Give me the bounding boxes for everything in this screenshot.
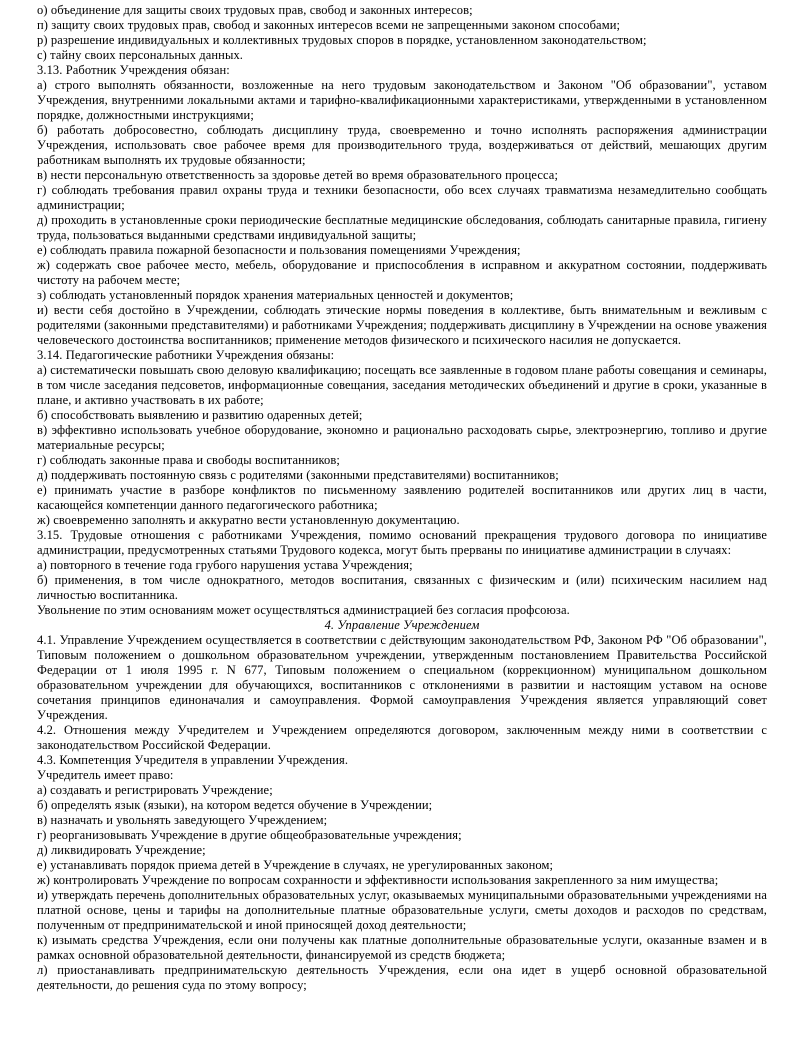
document-paragraph: 4.3. Компетенция Учредителя в управлении Учреждения. — [37, 753, 349, 767]
document-paragraph: г) реорганизовывать Учреждение в другие общеобразовательные учреждения; — [37, 828, 462, 842]
document-paragraph: б) определять язык (языки), на котором ведется обучение в Учреждении; — [37, 798, 433, 812]
document-paragraph: е) соблюдать правила пожарной безопасности и пользования помещениями Учреждения; — [37, 243, 521, 257]
document-paragraph: г) соблюдать требования правил охраны труда и техники безопасности, обо всех случаях травматизма незамедлительно сообщать администрации; — [37, 183, 767, 212]
document-paragraph: в) назначать и увольнять заведующего Учреждением; — [37, 813, 328, 827]
document-paragraph: а) повторного в течение года грубого нарушения устава Учреждения; — [37, 558, 413, 572]
document-paragraph: а) создавать и регистрировать Учреждение; — [37, 783, 273, 797]
document-paragraph: и) утверждать перечень дополнительных образовательных услуг, оказываемых муниципальными образовательными учреждениями на платной основе, цены и тарифы на дополнительные платные образовательные услуги, сметы доходов и расходов по средствам, полученным от предпринимательской и иной приносящей доход деятельности; — [37, 888, 767, 932]
document-paragraph: б) применения, в том числе однократного, методов воспитания, связанных с физическим и (или) психическим насилием над личностью воспитанника. — [37, 573, 767, 602]
document-paragraph: д) поддерживать постоянную связь с родителями (законными представителями) воспитанников; — [37, 468, 559, 482]
document-paragraph: в) эффективно использовать учебное оборудование, экономно и рационально расходовать сырье, электроэнергию, топливо и другие материальные ресурсы; — [37, 423, 767, 452]
document-paragraph: к) изымать средства Учреждения, если они получены как платные дополнительные образовательные услуги, оказанные взамен и в рамках основной образовательной деятельности, финансируемой из средств бюджета; — [37, 933, 767, 962]
document-paragraph: г) соблюдать законные права и свободы воспитанников; — [37, 453, 340, 467]
document-paragraph: 4.1. Управление Учреждением осуществляется в соответствии с действующим законодательством РФ, Законом РФ "Об образовании", Типовым положением о дошкольном образовательном учреждении, утвержденным постановлением Правительства Российской Федерации от 1 июля 1995 г. N 677, Типовым положением о специальном (коррекционном) муниципальном дошкольном образовательном учреждении для обучающихся, воспитанников с отклонениями в развитии и настоящим уставом на основе сочетания принципов единоначалия и самоуправления. Формой самоуправления Учреждения является управляющий совет Учреждения. — [37, 633, 767, 722]
section-heading: 4. Управление Учреждением — [324, 618, 480, 632]
document-paragraph: а) строго выполнять обязанности, возложенные на него трудовым законодательством и Законом "Об образовании", уставом Учреждения, внутренними локальными актами и тарифно-квалификационными характеристиками, утвержденными в установленном порядке, должностными инструкциями; — [37, 78, 767, 122]
document-paragraph: ж) контролировать Учреждение по вопросам сохранности и эффективности использования закрепленного за ним имущества; — [37, 873, 719, 887]
document-paragraph: в) нести персональную ответственность за здоровье детей во время образовательного процесса; — [37, 168, 559, 182]
document-paragraph: р) разрешение индивидуальных и коллективных трудовых споров в порядке, установленном законодательством; — [37, 33, 647, 47]
document-paragraph: б) способствовать выявлению и развитию одаренных детей; — [37, 408, 363, 422]
document-paragraph: а) систематически повышать свою деловую квалификацию; посещать все заявленные в годовом плане работы совещания и семинары, в том числе заседания педсоветов, информационные совещания, заседания методических объединений и другие в сроки, указанные в плане, и активно участвовать в их работе; — [37, 363, 767, 407]
document-body — [37, 3, 767, 993]
document-paragraph: п) защиту своих трудовых прав, свобод и законных интересов всеми не запрещенными законом способами; — [37, 18, 621, 32]
document-paragraph: е) принимать участие в разборе конфликтов по письменному заявлению родителей воспитанников или других лиц в части, касающейся компетенции данного педагогического работника; — [37, 483, 767, 512]
document-paragraph: Увольнение по этим основаниям может осуществляться администрацией без согласия профсоюза. — [37, 603, 570, 617]
document-paragraph: с) тайну своих персональных данных. — [37, 48, 244, 62]
document-paragraph: д) ликвидировать Учреждение; — [37, 843, 206, 857]
document-paragraph: Учредитель имеет право: — [37, 768, 174, 782]
document-paragraph: д) проходить в установленные сроки периодические бесплатные медицинские обследования, соблюдать санитарные правила, гигиену труда, пользоваться выданными средствами индивидуальной защиты; — [37, 213, 767, 242]
document-paragraph: и) вести себя достойно в Учреждении, соблюдать этические нормы поведения в коллективе, быть внимательным и вежливым с родителями (законными представителями) и работниками Учреждения; поддерживать дисциплину в Учреждении на основе уважения человеческого достоинства воспитанников; применение методов физического и психического насилия не допускается. — [37, 303, 767, 347]
document-paragraph: 3.15. Трудовые отношения с работниками Учреждения, помимо оснований прекращения трудового договора по инициативе администрации, предусмотренных статьями Трудового кодекса, могут быть прерваны по инициативе администрации в случаях: — [37, 528, 767, 557]
document-paragraph: б) работать добросовестно, соблюдать дисциплину труда, своевременно и точно исполнять распоряжения администрации Учреждения, использовать свое рабочее время для производительного труда, воздерживаться от действий, мешающих другим работникам выполнять их трудовые обязанности; — [37, 123, 767, 167]
document-paragraph: л) приостанавливать предпринимательскую деятельность Учреждения, если она идет в ущерб основной образовательной деятельности, до решения суда по этому вопросу; — [37, 963, 767, 992]
document-paragraph: 3.14. Педагогические работники Учреждения обязаны: — [37, 348, 335, 362]
document-paragraph: ж) содержать свое рабочее место, мебель, оборудование и приспособления в исправном и аккуратном состоянии, поддерживать чистоту на рабочем месте; — [37, 258, 767, 287]
document-paragraph: 4.2. Отношения между Учредителем и Учреждением определяются договором, заключенным между ними в соответствии с законодательством Российской Федерации. — [37, 723, 767, 752]
document-paragraph: ж) своевременно заполнять и аккуратно вести установленную документацию. — [37, 513, 460, 527]
document-paragraph: е) устанавливать порядок приема детей в Учреждение в случаях, не урегулированных законом; — [37, 858, 554, 872]
document-paragraph: 3.13. Работник Учреждения обязан: — [37, 63, 230, 77]
document-paragraph: з) соблюдать установленный порядок хранения материальных ценностей и документов; — [37, 288, 514, 302]
document-paragraph: о) объединение для защиты своих трудовых прав, свобод и законных интересов; — [37, 3, 473, 17]
